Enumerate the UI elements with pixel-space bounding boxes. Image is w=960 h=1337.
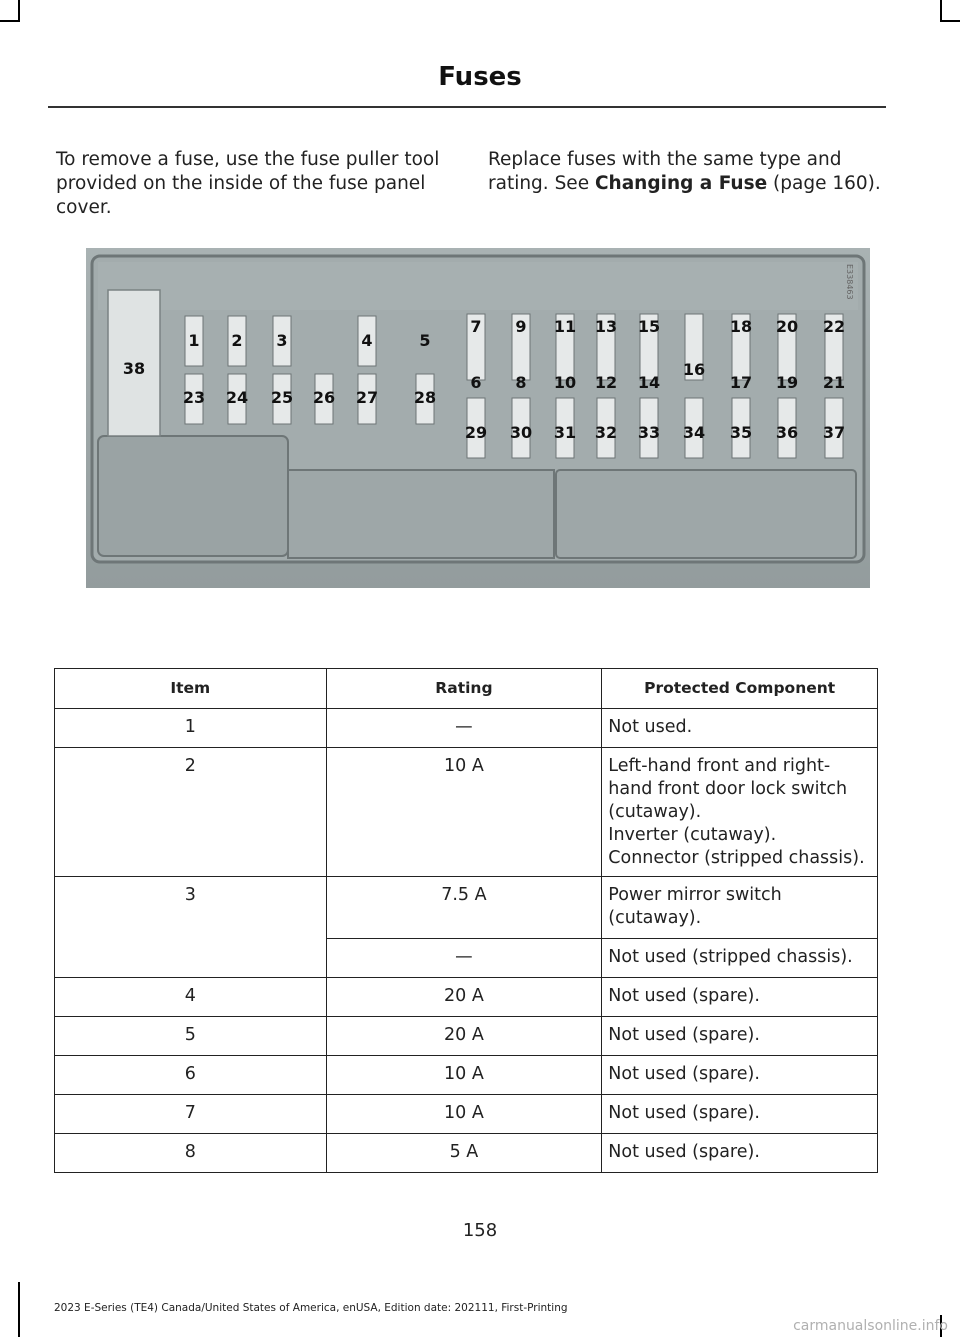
fuse-label: 13	[594, 317, 618, 336]
cell-component: Not used.	[602, 709, 878, 748]
cell-rating: 10 A	[326, 1056, 602, 1095]
component-line: Connector (stripped chassis).	[608, 848, 865, 868]
table-row	[55, 978, 878, 1017]
table-row	[55, 1017, 878, 1056]
fuse-label: 37	[822, 423, 846, 442]
fuse-label: 5	[419, 331, 431, 350]
fuse-label: 12	[594, 373, 618, 392]
col-protected-component: Protected Component	[602, 669, 878, 709]
panel-lower-right	[556, 470, 856, 558]
fuse-label: 7	[470, 317, 482, 336]
cell-rating: —	[326, 709, 602, 748]
fuse-label: 9	[515, 317, 527, 336]
fuse-label: 24	[225, 388, 249, 407]
cell-component	[602, 748, 878, 877]
cell-rating: 10 A	[326, 1095, 602, 1134]
cell-item: 6	[55, 1056, 327, 1095]
table-row	[55, 748, 878, 877]
crop-mark	[0, 20, 20, 22]
table-row	[55, 1095, 878, 1134]
fuse-label: 20	[775, 317, 799, 336]
fuse-panel-figure	[86, 248, 870, 588]
fuse-label: 26	[312, 388, 336, 407]
fuse-table	[54, 668, 878, 1173]
fuse-label: 3	[276, 331, 288, 350]
table-row	[55, 1134, 878, 1173]
panel-lower-center	[288, 470, 554, 558]
col-rating: Rating	[326, 669, 602, 709]
fuse-label: 10	[553, 373, 577, 392]
crop-mark	[940, 20, 960, 22]
intro-left	[56, 148, 454, 220]
table-row	[55, 877, 878, 939]
cell-item: 4	[55, 978, 327, 1017]
fuse-label: 38	[122, 359, 146, 378]
cell-component: Power mirror switch (cutaway).	[602, 877, 878, 939]
fuse-label: 6	[470, 373, 482, 392]
fuse-label: 16	[682, 360, 706, 379]
cell-item: 8	[55, 1134, 327, 1173]
cell-component: Not used (spare).	[602, 978, 878, 1017]
cell-rating: 10 A	[326, 748, 602, 877]
component-line: Inverter (cutaway).	[608, 825, 777, 845]
title-rule	[48, 106, 886, 108]
cell-component: Not used (stripped chassis).	[602, 939, 878, 978]
crop-mark	[940, 0, 942, 22]
fuse-label: 18	[729, 317, 753, 336]
col-item: Item	[55, 669, 327, 709]
fuse-label: 2	[231, 331, 243, 350]
cell-component: Not used (spare).	[602, 1017, 878, 1056]
cell-component: Not used (spare).	[602, 1056, 878, 1095]
figure-code: E338463	[845, 264, 854, 300]
component-line: Left-hand front and right-hand front door lock switch (cutaway).	[608, 756, 848, 822]
fuse-label: 32	[594, 423, 618, 442]
fuse-label: 8	[515, 373, 527, 392]
intro-right-prefix: Replace fuses with the same type and rating. See	[488, 149, 842, 194]
fuse-label: 11	[553, 317, 577, 336]
cell-item: 2	[55, 748, 327, 877]
fuse-label: 29	[464, 423, 488, 442]
cell-item: 5	[55, 1017, 327, 1056]
fuse-label: 17	[729, 373, 753, 392]
fuse-label: 35	[729, 423, 753, 442]
fuse-label: 33	[637, 423, 661, 442]
fuse-label: 25	[270, 388, 294, 407]
fuse-label: 22	[822, 317, 846, 336]
cell-rating: 20 A	[326, 1017, 602, 1056]
table-row	[55, 709, 878, 748]
fuse-label: 23	[182, 388, 206, 407]
cell-item: 3	[55, 877, 327, 978]
page-title: Fuses	[438, 62, 522, 92]
table-row	[55, 1056, 878, 1095]
fuse-label: 28	[413, 388, 437, 407]
cell-rating: 7.5 A	[326, 877, 602, 939]
panel-lower-left	[98, 436, 288, 556]
cell-component: Not used (spare).	[602, 1095, 878, 1134]
cell-item: 1	[55, 709, 327, 748]
cell-rating: 5 A	[326, 1134, 602, 1173]
fuse-label: 19	[775, 373, 799, 392]
intro-right-suffix: (page 160).	[767, 173, 881, 194]
crop-mark	[18, 1282, 20, 1337]
fuse-label: 1	[188, 331, 200, 350]
panel-top-ledge	[98, 262, 858, 310]
cell-rating: —	[326, 939, 602, 978]
fuse-label: 14	[637, 373, 661, 392]
fuse-label: 21	[822, 373, 846, 392]
fuse-label: 30	[509, 423, 533, 442]
fuse-label: 34	[682, 423, 706, 442]
footer-edition: 2023 E-Series (TE4) Canada/United States of America, enUSA, Edition date: 202111, First-Printing	[54, 1302, 568, 1314]
page-number: 158	[462, 1220, 498, 1241]
fuse-panel-diagram	[86, 248, 870, 588]
fuse-label: 36	[775, 423, 799, 442]
crop-mark	[18, 0, 20, 22]
watermark: carmanualsonline.info	[793, 1318, 948, 1334]
fuse-label: 4	[361, 331, 373, 350]
table-header-row	[55, 669, 878, 709]
cell-component: Not used (spare).	[602, 1134, 878, 1173]
intro-left-text: To remove a fuse, use the fuse puller tool provided on the inside of the fuse panel cover.	[56, 149, 440, 218]
fuse-label: 15	[637, 317, 661, 336]
cell-rating: 20 A	[326, 978, 602, 1017]
cell-item: 7	[55, 1095, 327, 1134]
fuse-label: 31	[553, 423, 577, 442]
fuse-label: 27	[355, 388, 379, 407]
intro-right	[488, 148, 886, 196]
changing-fuse-link[interactable]: Changing a Fuse	[594, 173, 768, 194]
